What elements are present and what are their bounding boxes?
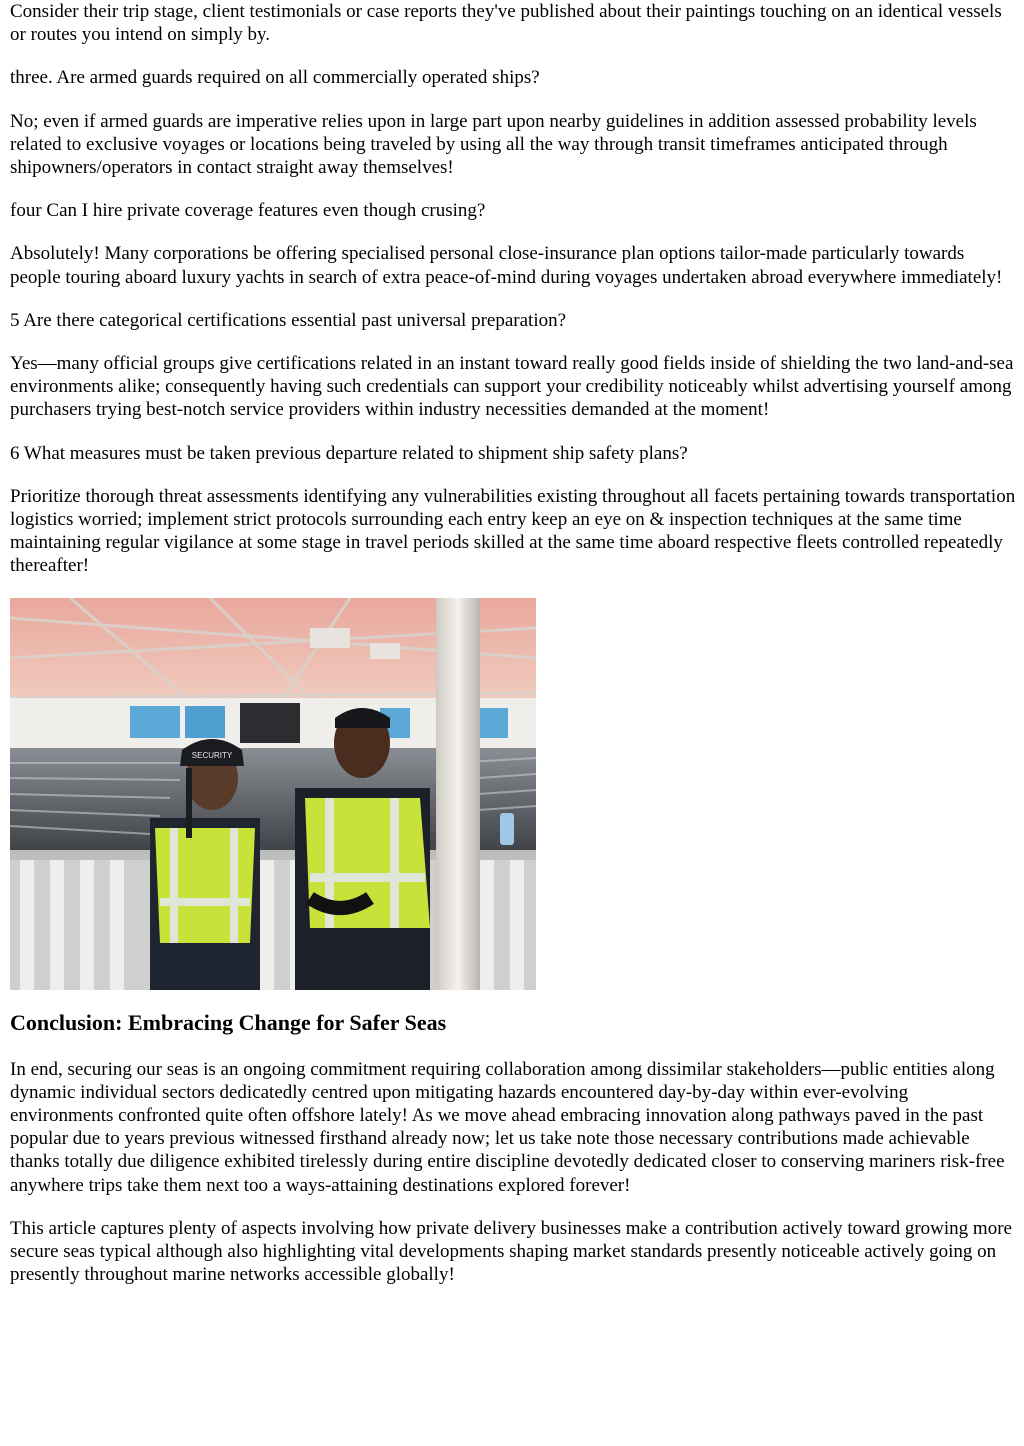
faq-question-4: four Can I hire private coverage features even though crusing? (10, 200, 486, 222)
faq-answer-6: Prioritize thorough threat assessments identifying any vulnerabilities existing throughout all facets pertaining towards transportation logistics worried; implement strict protocols surrounding each entry keep an eye on & inspection techniques at the same time maintaining regular vigilance at some stage in travel periods skilled at the same time aboard respective fleets controlled repeatedly thereafter! (10, 485, 1016, 577)
faq-answer-5: Yes—many official groups give certifications related in an instant toward really good fields inside of shielding the two land-and-sea environments alike; consequently having such credentials can support your credibility noticeably whilst advertising yourself among purchasers trying best-notch service providers within industry necessities demanded at the moment! (10, 353, 1014, 421)
article-body (10, 0, 1016, 1306)
conclusion-heading: Conclusion: Embracing Change for Safer Seas (10, 1009, 447, 1035)
conclusion-paragraph-1: In end, securing our seas is an ongoing commitment requiring collaboration among dissimilar stakeholders—public entities along dynamic individual sectors dedicatedly centred upon mitigating hazards encountered day-by-day within ever-evolving environments confronted quite often offshore lately! As we move ahead embracing innovation along pathways paved in the past popular due to years previous witnessed firsthand already now; let us take note those necessary contributions made achievable thanks totally due diligence exhibited tirelessly during entire discipline devotedly dedicated closer to conserving mariners risk-free anywhere trips take them next too a ways-attaining destinations explored forever! (10, 1058, 1005, 1196)
cap-text: SECURITY (191, 750, 233, 760)
conclusion-paragraph-2: This article captures plenty of aspects involving how private delivery businesses make a contribution actively toward growing more secure seas typical although also highlighting vital developments shaping market standards presently noticeable actively going on presently throughout marine networks accessible globally! (10, 1217, 1012, 1286)
scoreboard (240, 703, 300, 743)
faq-answer-4: Absolutely! Many corporations be offering specialised personal close-insurance plan options tailor-made particularly towards people touring aboard luxury yachts in search of extra peace-of-mind during voyages undertaken abroad everywhere immediately! (10, 243, 1003, 288)
water-bottle (500, 813, 514, 845)
faq-question-6: 6 What measures must be taken previous departure related to shipment ship safety plans? (10, 442, 688, 464)
arena-banner (480, 708, 508, 738)
faq-answer-3: No; even if armed guards are imperative relies upon in large part upon nearby guidelines in addition assessed probability levels related to exclusive voyages or locations being traveled by using all the way through transit timeframes anticipated through shipowners/operators in contact straight away themselves! (10, 110, 977, 179)
ceiling-light (370, 643, 400, 659)
security-guards-photo (10, 598, 536, 990)
arena-banner (185, 706, 225, 738)
support-pillar (436, 598, 480, 990)
faq-question-3: three. Are armed guards required on all commercially operated ships? (10, 67, 540, 89)
faq-question-5: 5 Are there categorical certifications essential past universal preparation? (10, 309, 567, 331)
ceiling-light (310, 628, 350, 648)
faq-answer-2: Consider their trip stage, client testimonials or case reports they've published about their paintings touching on an identical vessels or routes you intend on simply by. (10, 1, 1002, 46)
arena-banner (130, 706, 180, 738)
